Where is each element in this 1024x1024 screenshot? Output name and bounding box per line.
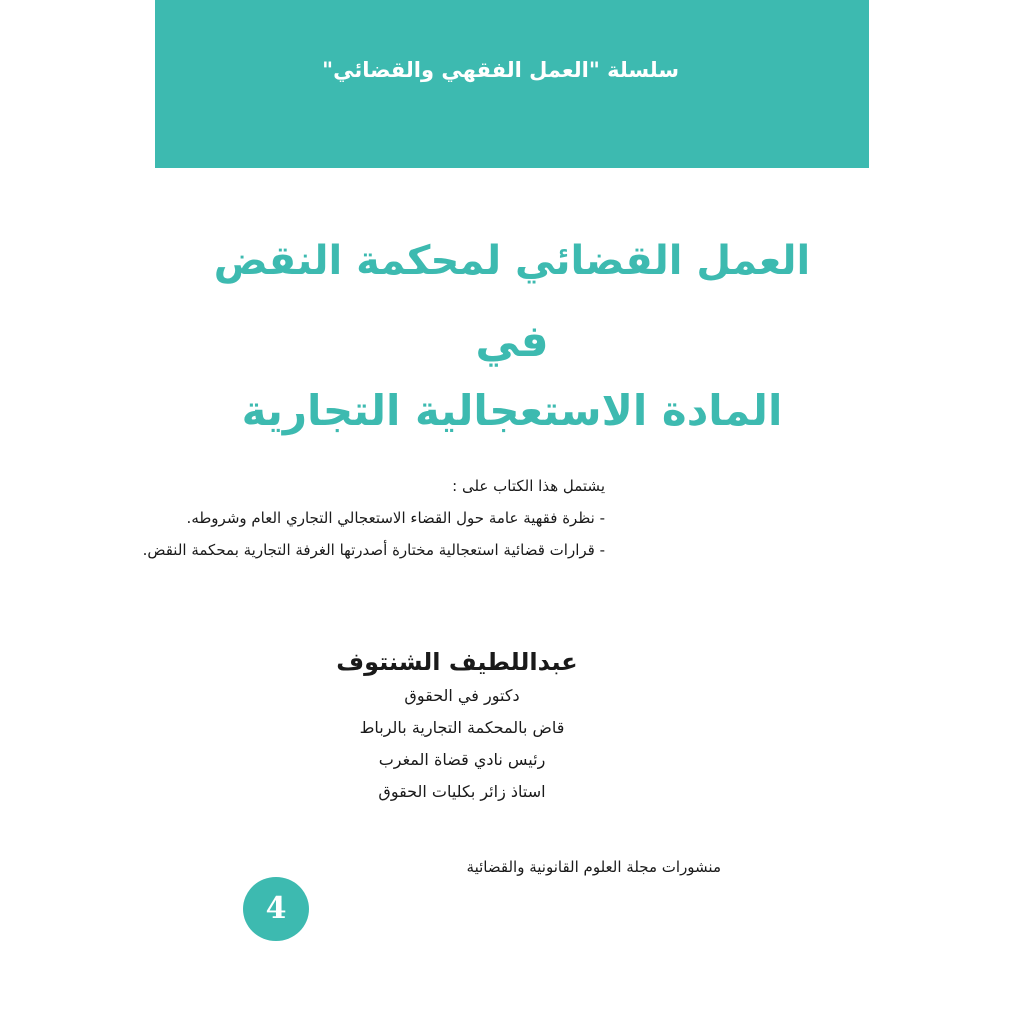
volume-number-badge: 4 xyxy=(243,877,309,941)
publisher-label: منشورات مجلة العلوم القانونية والقضائية xyxy=(466,858,721,876)
header-band xyxy=(155,0,869,168)
author-name: عبداللطيف الشنتوف xyxy=(336,648,578,676)
author-title: قاض بالمحكمة التجارية بالرباط xyxy=(359,718,565,737)
author-title: استاذ زائر بكليات الحقوق xyxy=(378,782,546,801)
main-title-line-2: في xyxy=(475,316,549,367)
contents-item: - نظرة فقهية عامة حول القضاء الاستعجالي التجاري العام وشروطه. xyxy=(186,509,605,527)
main-title-line-1: العمل القضائي لمحكمة النقض xyxy=(213,238,811,284)
contents-intro: يشتمل هذا الكتاب على : xyxy=(452,477,605,495)
contents-item: - قرارات قضائية استعجالية مختارة أصدرتها الغرفة التجارية بمحكمة النقض. xyxy=(142,541,605,559)
book-cover xyxy=(142,0,869,1024)
series-title: سلسلة "العمل الفقهي والقضائي" xyxy=(322,58,679,82)
author-title: دكتور في الحقوق xyxy=(404,686,520,705)
main-title-line-3: المادة الاستعجالية التجارية xyxy=(241,386,783,435)
contents-list xyxy=(143,470,605,566)
author-title: رئيس نادي قضاة المغرب xyxy=(378,750,546,769)
author-block xyxy=(155,644,869,808)
